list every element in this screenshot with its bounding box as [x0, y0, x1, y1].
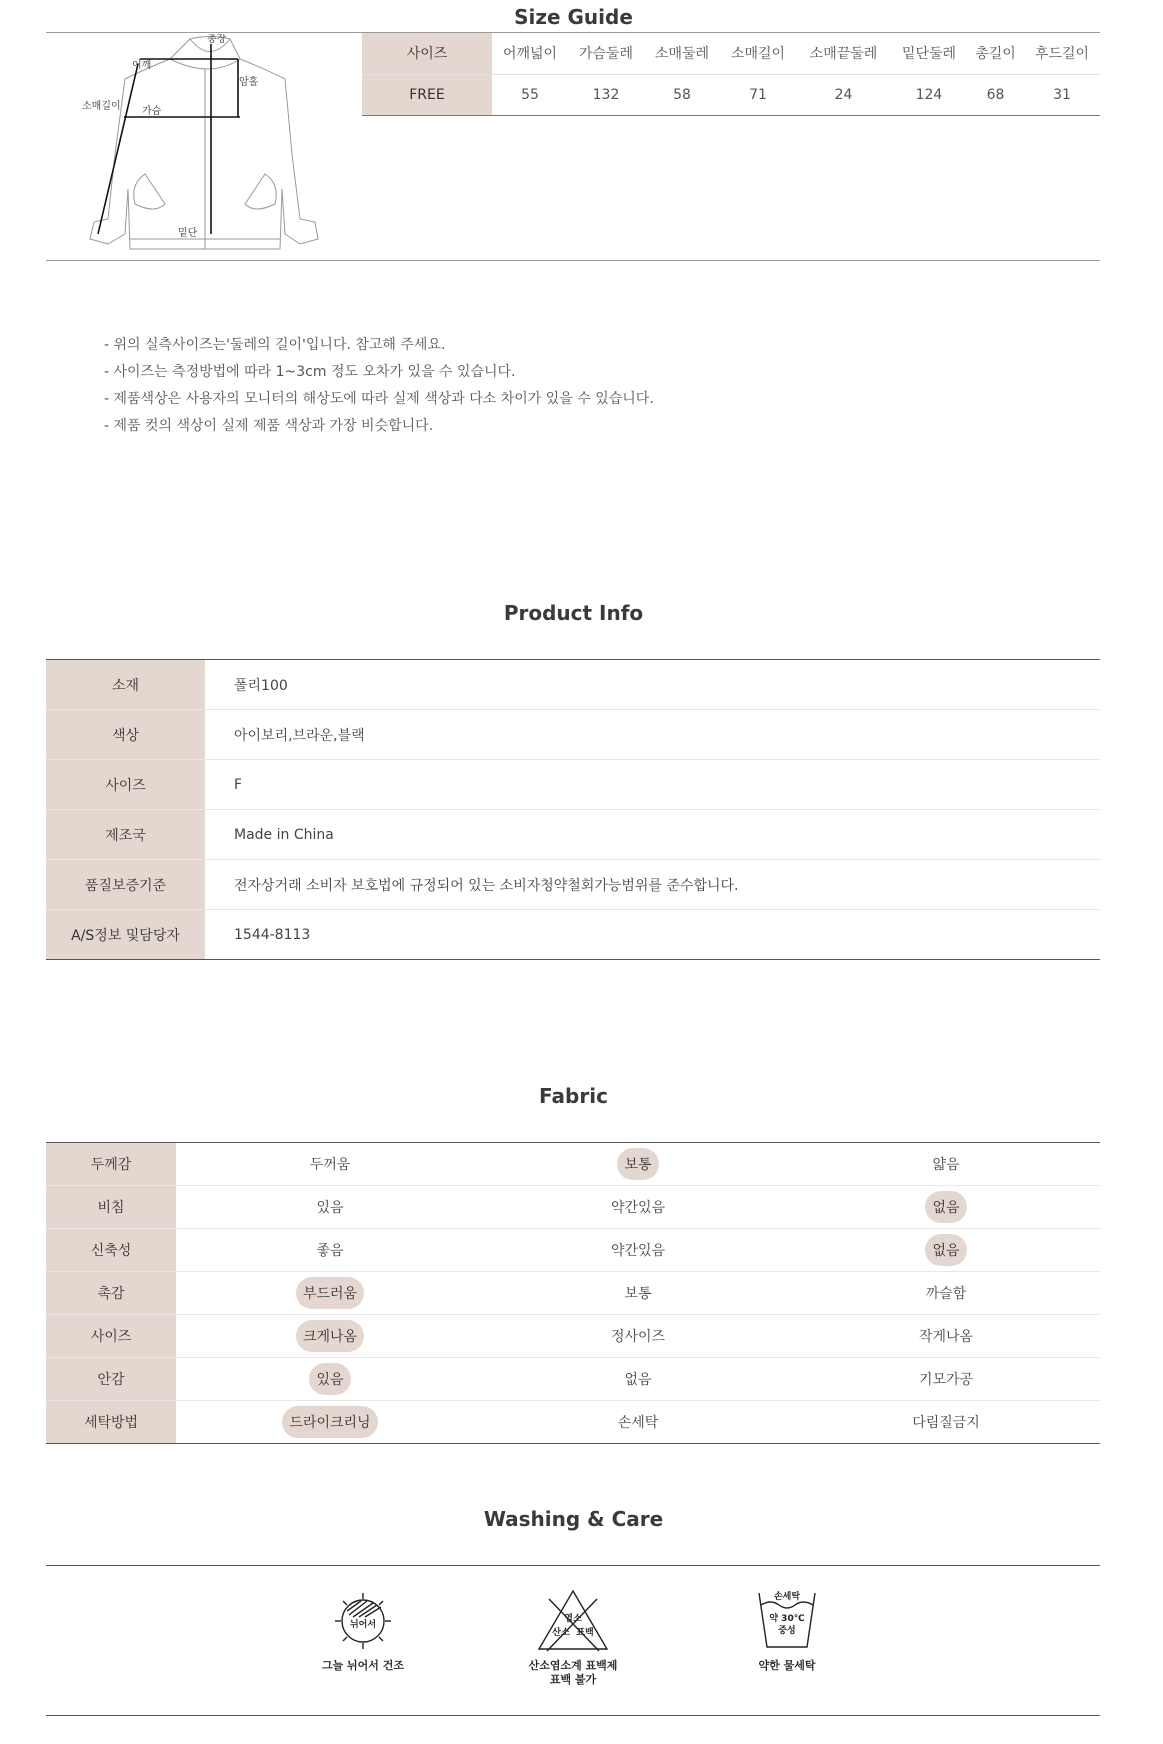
divider	[46, 1565, 1100, 1566]
fabric-option: 까슬함	[925, 1286, 967, 1302]
divider	[46, 1715, 1100, 1716]
care-icon-text: 중성	[778, 1626, 796, 1636]
size-col-header: 어깨넓이	[492, 33, 568, 74]
note-line: - 사이즈는 측정방법에 따라 1~3cm 정도 오차가 있을 수 있습니다.	[104, 364, 516, 380]
size-col-header: 소매둘레	[644, 33, 720, 74]
info-value: F	[205, 760, 1100, 810]
info-key: 품질보증기준	[46, 860, 205, 910]
product-info-table	[46, 659, 1100, 960]
diagram-label-shoulder: 어깨	[132, 60, 152, 71]
size-value-row	[362, 74, 1100, 115]
fabric-key: 세탁방법	[46, 1401, 176, 1444]
size-value: 55	[492, 74, 568, 115]
size-notes	[104, 332, 654, 440]
info-value: 아이보리,브라운,블랙	[205, 710, 1100, 760]
info-key: 제조국	[46, 810, 205, 860]
size-col-header: 소매끝둘레	[796, 33, 891, 74]
info-key: 색상	[46, 710, 205, 760]
care-item-shade-dry	[288, 1585, 438, 1673]
care-icon-text: 약 30℃	[769, 1614, 805, 1624]
jacket-size-diagram	[60, 34, 350, 259]
fabric-key: 신축성	[46, 1229, 176, 1272]
size-header-label: 사이즈	[362, 33, 492, 74]
size-value: 31	[1024, 74, 1100, 115]
care-icon-text: 산소	[552, 1628, 570, 1638]
size-col-header: 총길이	[967, 33, 1024, 74]
care-icon-text: 손세탁	[773, 1592, 801, 1602]
care-icon-text: 표백	[576, 1628, 594, 1638]
size-value: 71	[720, 74, 796, 115]
care-label: 약한 물세탁	[758, 1659, 816, 1672]
size-row-label: FREE	[362, 74, 492, 115]
size-col-header: 후드길이	[1024, 33, 1100, 74]
fabric-option: 없음	[624, 1372, 652, 1388]
no-bleach-icon	[533, 1585, 613, 1657]
info-value: 1544-8113	[205, 910, 1100, 960]
size-value: 58	[644, 74, 720, 115]
size-value: 132	[568, 74, 644, 115]
fabric-option: 없음	[925, 1234, 966, 1266]
fabric-option: 정사이즈	[610, 1329, 666, 1345]
size-guide-title: Size Guide	[514, 5, 633, 29]
care-label: 그늘 뉘어서 건조	[321, 1659, 405, 1672]
size-col-header: 가슴둘레	[568, 33, 644, 74]
fabric-option: 두꺼움	[309, 1157, 351, 1173]
fabric-key: 비침	[46, 1186, 176, 1229]
info-value: 폴리100	[205, 660, 1100, 710]
fabric-key: 두께감	[46, 1143, 176, 1186]
care-label: 산소염소계 표백제	[528, 1659, 618, 1672]
diagram-label-chest: 가슴	[142, 106, 162, 117]
fabric-option: 다림질금지	[912, 1415, 980, 1431]
size-value: 124	[891, 74, 967, 115]
size-table	[362, 33, 1100, 116]
fabric-option: 있음	[316, 1200, 344, 1216]
care-item-no-bleach	[498, 1585, 648, 1687]
size-col-header: 밑단둘레	[891, 33, 967, 74]
fabric-key: 촉감	[46, 1272, 176, 1315]
fabric-option: 드라이크리닝	[282, 1406, 377, 1438]
size-header-row	[362, 33, 1100, 74]
fabric-option: 작게나옴	[918, 1329, 974, 1345]
table-row	[46, 860, 1100, 910]
fabric-row	[46, 1272, 1100, 1315]
fabric-row	[46, 1315, 1100, 1358]
note-line: - 제품 컷의 색상이 실제 제품 색상과 가장 비슷합니다.	[104, 418, 434, 434]
fabric-option: 없음	[925, 1191, 966, 1223]
fabric-option: 약간있음	[610, 1200, 666, 1216]
fabric-key: 사이즈	[46, 1315, 176, 1358]
size-value: 68	[967, 74, 1024, 115]
diagram-label-sleeve-length: 소매길이	[82, 101, 121, 112]
care-label: 표백 불가	[549, 1673, 597, 1686]
fabric-key: 안감	[46, 1358, 176, 1401]
info-value: 전자상거래 소비자 보호법에 규정되어 있는 소비자청약철회가능범위를 준수합니다.	[205, 860, 1100, 910]
size-value: 24	[796, 74, 891, 115]
table-row	[46, 710, 1100, 760]
info-key: A/S정보 및담당자	[46, 910, 205, 960]
care-icon-text: 염소	[564, 1614, 582, 1624]
size-col-header: 소매길이	[720, 33, 796, 74]
washing-care-title: Washing & Care	[483, 1507, 664, 1531]
divider	[46, 260, 1100, 261]
fabric-option: 좋음	[316, 1243, 344, 1259]
table-row	[46, 760, 1100, 810]
fabric-option: 크게나옴	[296, 1320, 364, 1352]
info-key: 사이즈	[46, 760, 205, 810]
info-key: 소재	[46, 660, 205, 710]
fabric-option: 보통	[617, 1148, 658, 1180]
diagram-label-hem: 밑단	[178, 228, 198, 239]
fabric-row	[46, 1143, 1100, 1186]
fabric-option: 기모가공	[918, 1372, 974, 1388]
fabric-option: 보통	[624, 1286, 652, 1302]
shade-dry-flat-icon	[327, 1585, 399, 1657]
table-row	[46, 810, 1100, 860]
fabric-table	[46, 1142, 1100, 1444]
note-line: - 위의 실측사이즈는'둘레의 길이'입니다. 참고해 주세요.	[104, 337, 446, 353]
jacket-sketch	[60, 34, 350, 259]
fabric-option: 손세탁	[617, 1415, 659, 1431]
fabric-option: 약간있음	[610, 1243, 666, 1259]
fabric-option: 있음	[309, 1363, 350, 1395]
fabric-row	[46, 1358, 1100, 1401]
fabric-option: 얇음	[932, 1157, 960, 1173]
diagram-label-armhole: 암홀	[239, 77, 259, 88]
fabric-row	[46, 1229, 1100, 1272]
table-row	[46, 660, 1100, 710]
note-line: - 제품색상은 사용자의 모니터의 해상도에 따라 실제 색상과 다소 차이가 있을 수 있습니다.	[104, 391, 654, 407]
fabric-title: Fabric	[539, 1084, 608, 1108]
fabric-row	[46, 1186, 1100, 1229]
fabric-option: 부드러움	[296, 1277, 364, 1309]
care-icon-text: 뉘어서	[349, 1620, 377, 1630]
diagram-label-total-length: 총장	[207, 34, 227, 45]
care-item-hand-wash	[712, 1585, 862, 1673]
hand-wash-icon	[751, 1585, 823, 1657]
fabric-row	[46, 1401, 1100, 1444]
info-value: Made in China	[205, 810, 1100, 860]
product-info-title: Product Info	[503, 601, 644, 625]
table-row	[46, 910, 1100, 960]
